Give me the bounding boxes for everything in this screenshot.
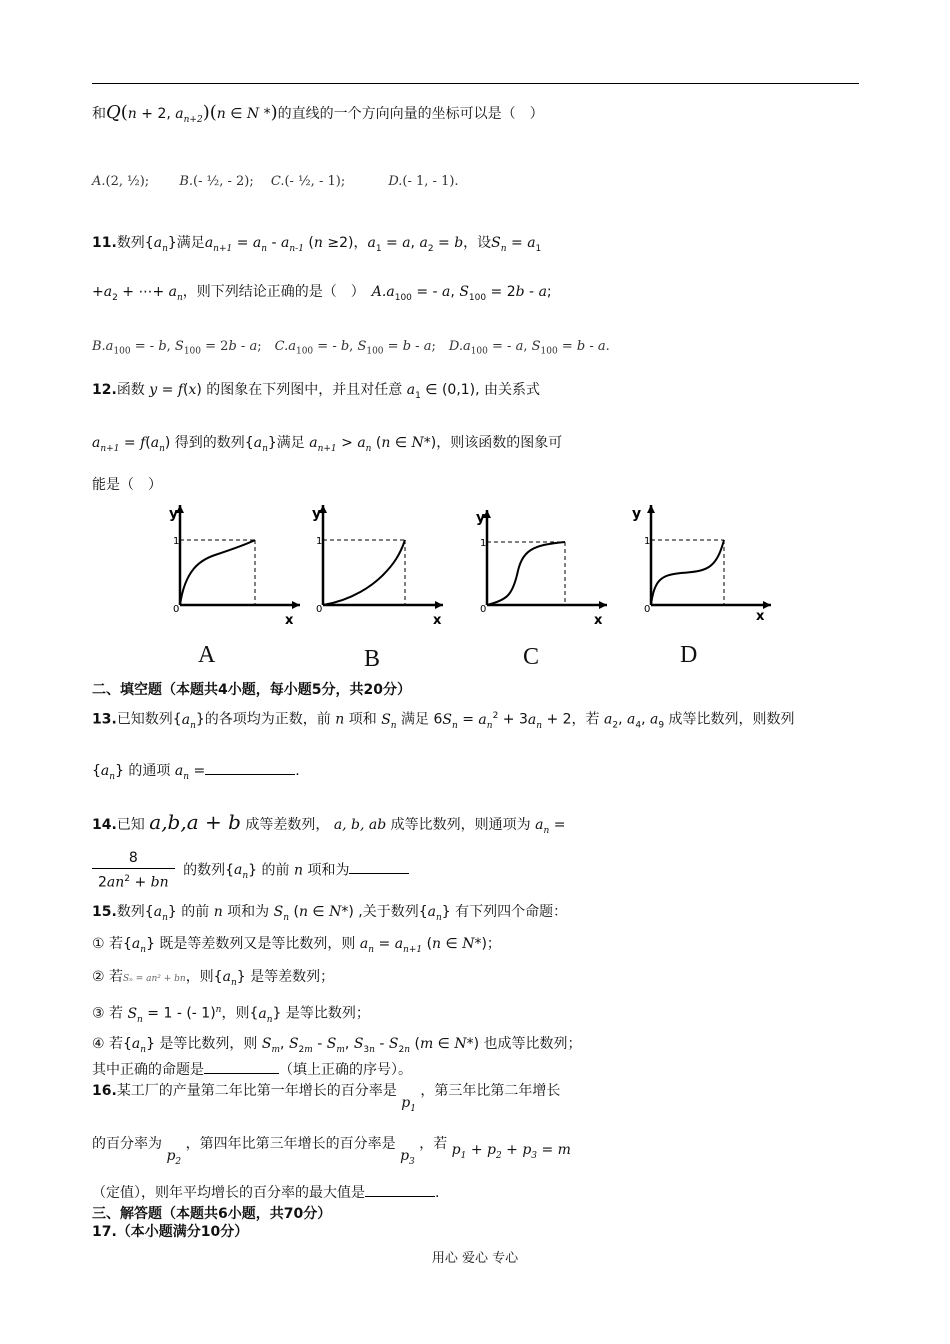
graph-d (626, 500, 776, 625)
graph-d-xlabel: x (756, 609, 765, 624)
section-2-heading: 二、填空题（本题共4小题，每小题5分，共20分） (92, 682, 411, 698)
graph-b-label: B (364, 646, 381, 672)
q12-line1: 12.函数 y = f(x) 的图象在下列图中，并且对任意 $a_1$ ∈ (0,1), 由关系式 (92, 382, 541, 401)
q16-line3: （定值），则年平均增长的百分率的最大值是 . (92, 1182, 439, 1203)
graph-b-ylabel: y (312, 506, 322, 522)
page-footer: 用心 爱心 专心 (431, 1251, 519, 1266)
q10-options: A.(2, ½); B.(- ½, - 2); C.(- ½, - 1); D.(- 1, - 1). (92, 174, 459, 189)
q12-line3: 能是（ ） (92, 477, 162, 493)
q11-line1: 11.数列$\{a_n\}$满足$a_{n+1} = a_n - a_{n-1}$ (n ≥2)，$a_1 = a$, $a_2 = b$，设$S_n = a_1$ (92, 235, 542, 254)
graph-c-xlabel: x (594, 613, 603, 625)
q17-heading: 17.（本小题满分10分） (92, 1224, 249, 1240)
header-rule (92, 83, 859, 84)
graph-c-ylabel: y (476, 510, 486, 526)
graph-d-label: D (680, 642, 698, 668)
q10-continuation: 和Q(n + 2, $a_{n+2})(n$ ∈ N *)的直线的一个方向向量的坐标可以是（ ） (92, 102, 544, 125)
graph-b-origin: 0 (316, 604, 323, 615)
graph-a-xlabel: x (285, 613, 294, 625)
q15-item-2: ② 若Sₙ = an² + bn，则$\{a_n\}$ 是等差数列； (92, 969, 335, 988)
graph-d-origin: 0 (644, 604, 651, 615)
q11-line2: $+a_2$ + ⋯+ $a_n$，则下列结论正确的是（ ） $A.a_{100}$ = - a, $S_{100} = 2b - a$; (92, 284, 552, 303)
q16-line2: 的百分率为 $p_2$ ，第四年比第三年增长的百分率是 $p_3$ ，若 $p_1 + p_2 + p_3 = m$ (92, 1136, 571, 1167)
q15-item-3: ③ 若 $S_n = 1$ - (- 1)$^n$，则$\{a_n\}$ 是等比数列； (92, 1005, 370, 1025)
q11-line3: $B.a_{100}$ = - b, $S_{100} = 2b - a$; $C.a_{100}$ = - b, $S_{100} = b - a$; $D.a_{100}$ = - a, $S_{100} = b - a$. (92, 339, 610, 357)
graph-c (462, 500, 612, 625)
q14-line2: $\frac{8}{2an^2 + bn}$ 的数列$\{a_n\}$ 的前 n 项和为 (92, 848, 409, 893)
graph-d-tick: 1 (644, 536, 651, 547)
q16-line1: 16.某工厂的产量第二年比第一年增长的百分率是 $p_1$ ，第三年比第二年增长 (92, 1083, 561, 1114)
graph-a-ylabel: y (169, 506, 179, 522)
graph-a-label: A (198, 642, 216, 668)
q15-item-1: ① 若$\{a_n\}$ 既是等差数列又是等比数列，则 $a_n = a_{n+1}$ (n ∈ N*)； (92, 936, 501, 955)
q14-line1: 14.已知 a,b,a + b 成等差数列， a, b, ab 成等比数列，则通项为 $a_n$ = (92, 810, 566, 836)
graph-c-origin: 0 (480, 604, 487, 615)
graph-a (155, 500, 305, 625)
graph-b-xlabel: x (433, 613, 442, 625)
graph-b (298, 500, 448, 625)
graph-c-label: C (523, 644, 540, 670)
graph-c-tick: 1 (480, 538, 487, 549)
q13-line2: $\{a_n\}$ 的通项 $a_n$ = . (92, 760, 300, 787)
graph-b-tick: 1 (316, 536, 323, 547)
q12-line2: $a_{n+1} = f(a_n)$ 得到的数列$\{a_n\}$满足 $a_{n+1} > a_n$ (n ∈ N*)，则该函数的图象可 (92, 435, 563, 454)
q15-item-4: ④ 若$\{a_n\}$ 是等比数列，则 $S_m$, $S_{2m} - S_m$, $S_{3n} - S_{2n}$ (m ∈ N*) 也成等比数列； (92, 1036, 582, 1055)
graph-d-ylabel: y (632, 506, 642, 522)
section-3-heading: 三、解答题（本题共6小题，共70分） (92, 1206, 332, 1222)
q15-conclusion: 其中正确的命题是 （填上正确的序号）。 (92, 1059, 412, 1080)
q15-line1: 15.数列$\{a_n\}$ 的前 n 项和为 $S_n$ (n ∈ N*) ,关于数列$\{a_n\}$ 有下列四个命题： (92, 904, 568, 923)
q13-line1: 13.已知数列$\{a_n\}$的各项均为正数，前 n 项和 $S_n$ 满足 $6S_n = a_n^2 + 3a_n + 2$，若 $a_2$, $a_4$, $a_9$ 成等比数列，则数列 (92, 711, 795, 731)
graph-a-origin: 0 (173, 604, 180, 615)
graph-a-tick: 1 (173, 536, 180, 547)
